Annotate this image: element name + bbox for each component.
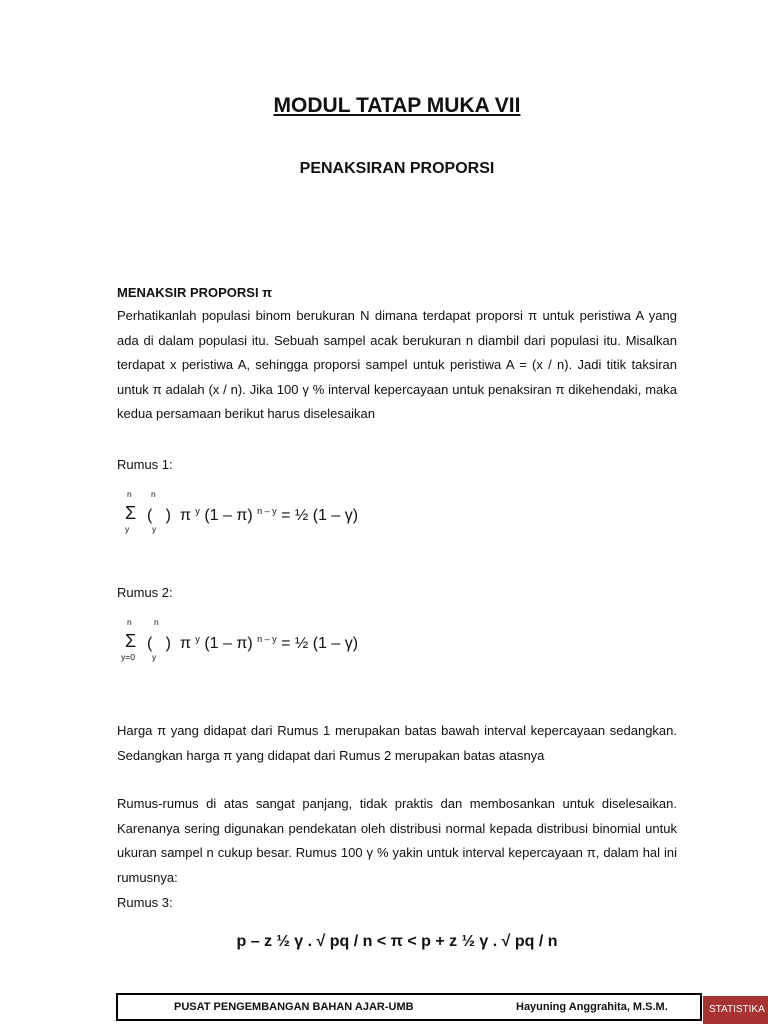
rumus2-binom-upper: n	[154, 617, 159, 627]
rumus2-sum-lower: y=0	[121, 652, 135, 662]
rumus1-sum-lower: y	[125, 524, 130, 534]
rumus2-label: Rumus 2:	[117, 585, 173, 600]
rumus1-formula	[117, 489, 517, 549]
footer-institution: PUSAT PENGEMBANGAN BAHAN AJAR-UMB	[174, 1001, 414, 1013]
footer-subject-tab: STATISTIKA	[703, 996, 768, 1024]
sigma-symbol: Σ	[125, 503, 137, 523]
paragraph-pendekatan: Rumus-rumus di atas sangat panjang, tidak praktis dan membosankan untuk diselesaikan. Karenanya sering digunakan pendekatan oleh distribusi normal kepada distribusi binomial untuk ukuran sampel n cukup besar. Rumus 100 γ % yakin untuk interval kepercayaan π, dalam hal ini rumusnya:	[117, 796, 677, 885]
rumus1-sum-upper: n	[127, 489, 132, 499]
page-title: MODUL TATAP MUKA VII	[273, 94, 521, 117]
rumus1-binom-lower: y	[152, 524, 157, 534]
rumus2-expression: ( ) π $^y$ (1 – π) $^{n - y}$ = ½ (1 – γ)	[147, 634, 359, 652]
rumus2-sum-upper: n	[127, 617, 132, 627]
sigma-symbol: Σ	[125, 631, 137, 651]
rumus1-expression: ( ) π $^y$ (1 – π) $^{n - y}$ = ½ (1 – γ)	[147, 506, 359, 524]
rumus1-label: Rumus 1:	[117, 457, 173, 472]
page-footer	[116, 993, 702, 1021]
rumus3-formula: p – z ½ γ . √ pq / n < π < p + z ½ γ . √ pq / n	[236, 933, 558, 950]
rumus3-label: Rumus 3:	[117, 895, 173, 910]
page-subtitle: PENAKSIRAN PROPORSI	[299, 160, 495, 177]
section-heading: MENAKSIR PROPORSI π	[117, 285, 273, 300]
rumus2-formula	[117, 617, 517, 677]
rumus2-binom-lower: y	[152, 652, 157, 662]
paragraph-intro: Perhatikanlah populasi binom berukuran N dimana terdapat proporsi π untuk peristiwa A yang ada di dalam populasi itu. Sebuah sampel acak berukuran n diambil dari populasi itu. Misalkan terdapat x peristiwa A, sehingga proporsi sampel untuk peristiwa A = (x / n). Jadi titik taksiran untuk π adalah (x / n). Jika 100 γ % interval kepercayaan untuk penaksiran π dikehendaki, maka kedua persamaan berikut harus diselesaikan	[117, 308, 677, 421]
paragraph-batas: Harga π yang didapat dari Rumus 1 merupakan batas bawah interval kepercayaan sedangkan. Sedangkan harga π yang didapat dari Rumus 2 merupakan batas atasnya	[117, 723, 677, 763]
footer-author: Hayuning Anggrahita, M.S.M.	[516, 1001, 668, 1013]
rumus1-binom-upper: n	[151, 489, 156, 499]
